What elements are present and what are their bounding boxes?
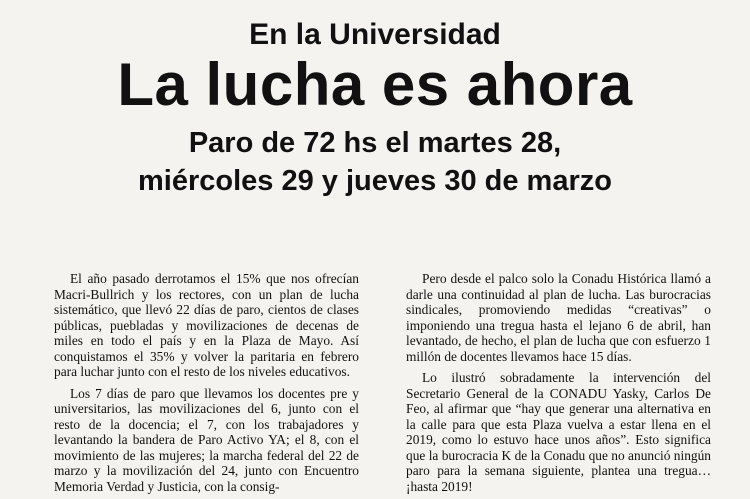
left-paragraph-1: El año pasado derrotamos el 15% que nos ofrecían Macri-Bullrich y los rectores, con un plan de lucha sistemático, que llevó 22 días de paro, cientos de clases públicas, puebladas y movilizaciones de decenas de miles en todo el país y en la Plaza de Mayo. Así conquistamos el 35% y volver la paritaria en febrero para luchar junto con el resto de los niveles educativos. <box>54 271 359 379</box>
subhead-line-1: Paro de 72 hs el martes 28, <box>188 127 562 159</box>
article-subhead <box>0 124 750 200</box>
subhead-line-2: miércoles 29 y jueves 30 de marzo <box>138 165 612 197</box>
left-paragraph-2: Los 7 días de paro que llevamos los docentes pre y universitarios, las movilizaciones del 6, junto con el resto de la docencia; el 7, con los trabajadores y levantando la bandera de Paro Activo YA; el 8, con el movimiento de las mujeres; la marcha federal del 22 de marzo y la movilización del 24, junto con Encuentro Memoria Verdad y Justicia, con la consig- <box>54 385 359 494</box>
right-column <box>406 271 711 499</box>
article-headline: La lucha es ahora <box>117 51 633 118</box>
left-column <box>54 271 359 499</box>
article-kicker: En la Universidad <box>249 18 501 51</box>
right-paragraph-2: Lo ilustró sobradamente la intervención del Secretario General de la CONADU Yasky, Carlos De Feo, al afirmar que “hay que generar una alternativa en la calle para que esta Plaza vuelva a estar llena en el 2019, como lo estuvo hace unos años”. Esto significa que la burocracia K de la Conadu que no anunció ningún paro para la semana siguiente, plantea una tregua… ¡hasta 2019! <box>406 370 711 494</box>
right-paragraph-1: Pero desde el palco solo la Conadu Histórica llamó a darle una continuidad al plan de lucha. Las burocracias sindicales, promoviendo medidas “creativas” o imponiendo una tregua hasta el lejano 6 de abril, han levantado, de hecho, el plan de lucha que con esfuerzo 1 millón de docentes llevamos hace 15 días. <box>406 271 711 364</box>
